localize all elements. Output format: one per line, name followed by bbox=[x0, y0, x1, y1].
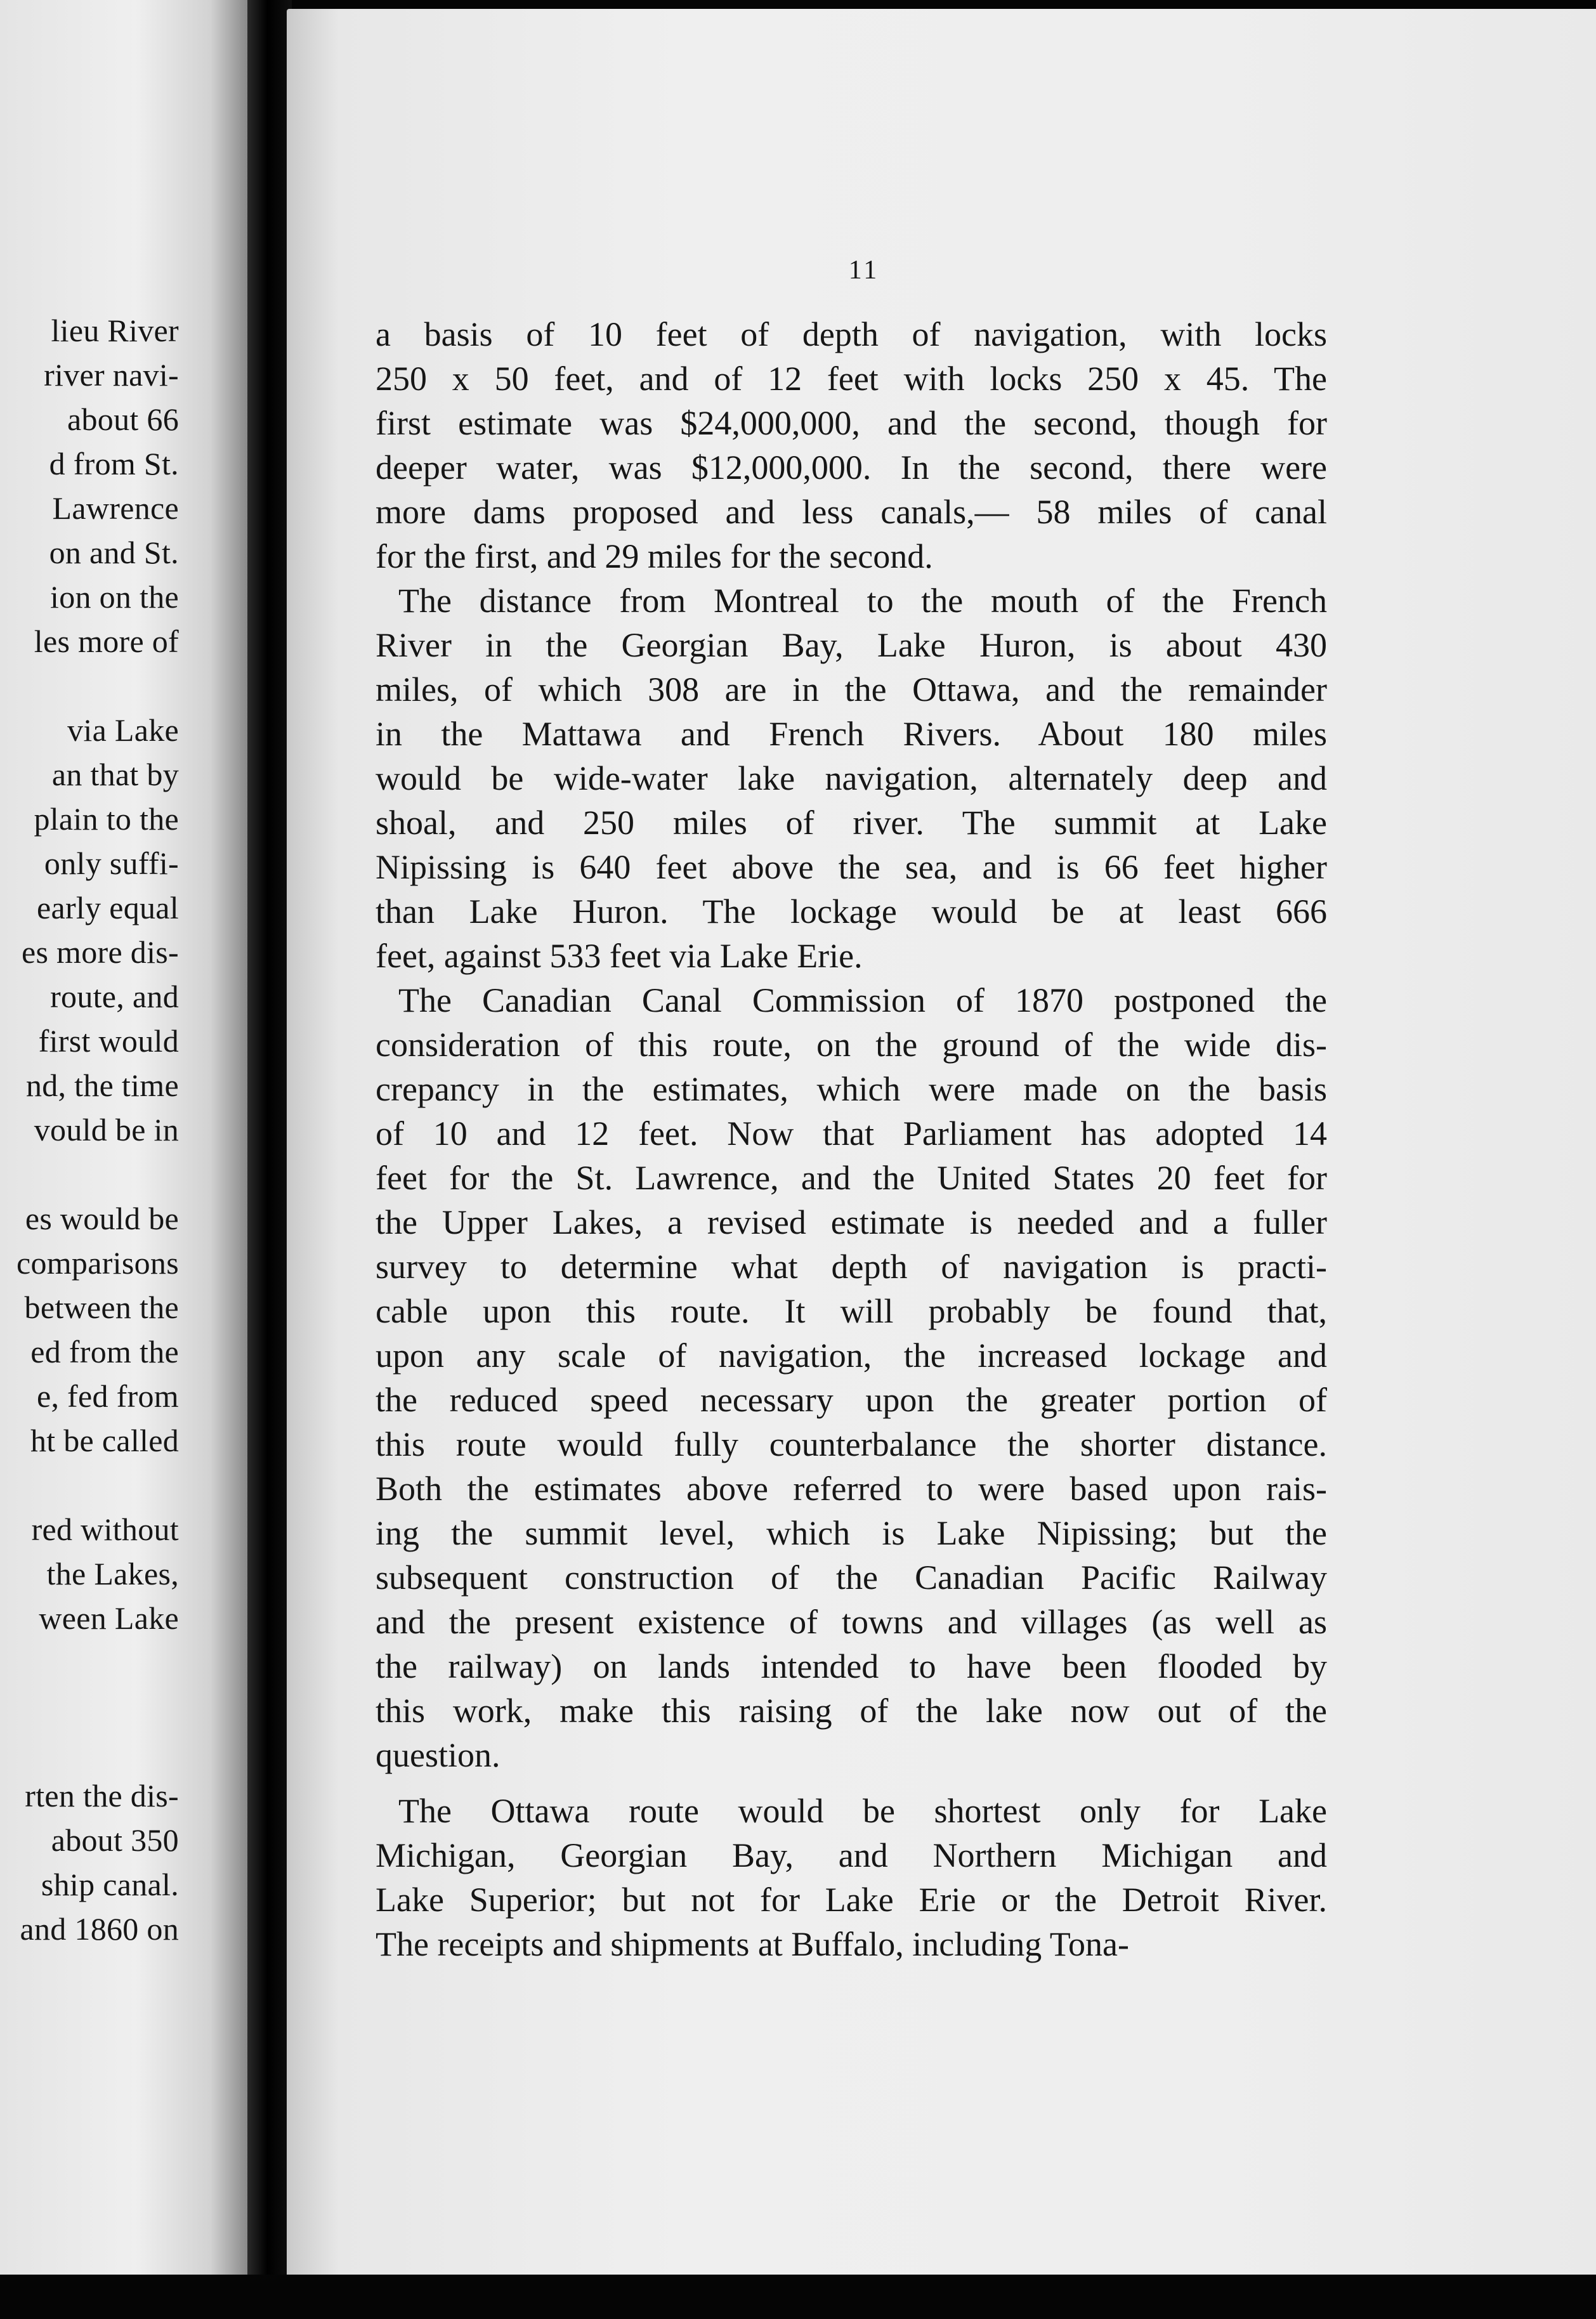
book-gutter bbox=[247, 0, 292, 2319]
text-line: and the present existence of towns and villages (as well as bbox=[376, 1603, 1327, 1641]
text-line: ing the summit level, which is Lake Nipissing; but the bbox=[376, 1514, 1327, 1552]
left-page-line bbox=[16, 1640, 179, 1685]
text-line: River in the Georgian Bay, Lake Huron, is about 430 bbox=[376, 626, 1327, 664]
left-page-line bbox=[16, 1463, 179, 1507]
left-page-line: first would bbox=[38, 1023, 179, 1059]
left-page-line bbox=[16, 1685, 179, 1729]
left-page-line: route, and bbox=[50, 979, 179, 1014]
text-line: subsequent construction of the Canadian Pacific Railway bbox=[376, 1558, 1327, 1597]
text-line: Both the estimates above referred to were based upon rais- bbox=[376, 1470, 1327, 1508]
left-page-line: river navi- bbox=[44, 357, 179, 393]
left-page-line: es more dis- bbox=[22, 934, 179, 970]
left-page-text bbox=[16, 308, 179, 1951]
left-page-line: ion on the bbox=[50, 579, 179, 615]
text-line: than Lake Huron. The lockage would be at least 666 bbox=[376, 892, 1327, 931]
left-page-line: about 66 bbox=[67, 402, 179, 437]
paragraph bbox=[376, 978, 1596, 1777]
text-line: this route would fully counterbalance the shorter distance. bbox=[376, 1425, 1327, 1463]
left-page-line: Lawrence bbox=[52, 490, 179, 526]
text-line: deeper water, was $12,000,000. In the second, there were bbox=[376, 448, 1327, 487]
text-line: upon any scale of navigation, the increased lockage and bbox=[376, 1336, 1327, 1375]
text-line: 250 x 50 feet, and of 12 feet with locks 250 x 45. The bbox=[376, 360, 1327, 398]
text-line: Michigan, Georgian Bay, and Northern Michigan and bbox=[376, 1836, 1327, 1874]
left-page-fragment bbox=[0, 0, 247, 2277]
left-page-line: the Lakes, bbox=[46, 1556, 179, 1591]
left-page-line: between the bbox=[24, 1290, 179, 1325]
left-page-line: early equal bbox=[36, 890, 179, 925]
left-page-line: les more of bbox=[34, 624, 179, 659]
left-page-line: ht be called bbox=[30, 1423, 179, 1458]
left-page-line: on and St. bbox=[49, 535, 179, 570]
left-page-line: e, fed from bbox=[36, 1378, 179, 1414]
text-line: feet, against 533 feet via Lake Erie. bbox=[376, 937, 863, 975]
left-page-line: ed from the bbox=[30, 1334, 179, 1369]
left-page-line: about 350 bbox=[51, 1822, 179, 1858]
left-page-line: comparisons bbox=[16, 1245, 179, 1281]
left-page-line bbox=[16, 663, 179, 708]
text-line: feet for the St. Lawrence, and the United States 20 feet for bbox=[376, 1159, 1327, 1197]
left-page-line: only suffi- bbox=[44, 846, 179, 881]
text-line: more dams proposed and less canals,— 58 miles of canal bbox=[376, 493, 1327, 531]
text-line: The distance from Montreal to the mouth of the French bbox=[398, 582, 1327, 620]
left-page-line: es would be bbox=[25, 1201, 179, 1236]
text-line: The Canadian Canal Commission of 1870 postponed the bbox=[398, 981, 1327, 1019]
left-page-line: ship canal. bbox=[41, 1867, 179, 1902]
text-line: crepancy in the estimates, which were made on the basis bbox=[376, 1070, 1327, 1108]
text-line: would be wide-water lake navigation, alternately deep and bbox=[376, 759, 1327, 797]
text-line: first estimate was $24,000,000, and the second, though for bbox=[376, 404, 1327, 442]
left-page-line: plain to the bbox=[34, 801, 179, 837]
left-page-line: rten the dis- bbox=[25, 1778, 179, 1813]
page-number: 11 bbox=[848, 256, 880, 285]
left-page-line: lieu River bbox=[51, 313, 179, 348]
left-page-line: vould be in bbox=[34, 1112, 179, 1147]
text-line: the railway) on lands intended to have been flooded by bbox=[376, 1647, 1327, 1685]
text-line: of 10 and 12 feet. Now that Parliament has adopted 14 bbox=[376, 1114, 1327, 1153]
left-page-line: an that by bbox=[51, 757, 179, 792]
scan-bottom-edge bbox=[0, 2275, 1596, 2319]
text-line: miles, of which 308 are in the Ottawa, and the remainder bbox=[376, 670, 1327, 709]
left-page-line: d from St. bbox=[49, 446, 179, 481]
left-page-line bbox=[16, 1729, 179, 1774]
text-line: Lake Superior; but not for Lake Erie or the Detroit River. bbox=[376, 1881, 1327, 1919]
text-line: shoal, and 250 miles of river. The summit at Lake bbox=[376, 804, 1327, 842]
text-line: the reduced speed necessary upon the greater portion of bbox=[376, 1381, 1327, 1419]
text-line: survey to determine what depth of navigation is practi- bbox=[376, 1248, 1327, 1286]
text-line: the Upper Lakes, a revised estimate is needed and a fuller bbox=[376, 1203, 1327, 1241]
left-page-line: nd, the time bbox=[25, 1068, 179, 1103]
text-line: The Ottawa route would be shortest only for Lake bbox=[398, 1792, 1327, 1830]
text-line: in the Mattawa and French Rivers. About 180 miles bbox=[376, 715, 1327, 753]
text-line: The receipts and shipments at Buffalo, including Tona- bbox=[376, 1925, 1129, 1963]
text-line: consideration of this route, on the ground of the wide dis- bbox=[376, 1026, 1327, 1064]
paragraph bbox=[376, 312, 1596, 578]
left-page-line: via Lake bbox=[67, 712, 179, 748]
text-line: Nipissing is 640 feet above the sea, and is 66 feet higher bbox=[376, 848, 1327, 886]
paragraph bbox=[376, 1789, 1596, 1966]
text-line: question. bbox=[376, 1736, 500, 1774]
paragraph bbox=[376, 578, 1596, 978]
text-line: cable upon this route. It will probably be found that, bbox=[376, 1292, 1327, 1330]
right-page bbox=[287, 9, 1596, 2280]
text-line: a basis of 10 feet of depth of navigation, with locks bbox=[376, 315, 1327, 353]
left-page-line: red without bbox=[31, 1512, 179, 1547]
text-line: for the first, and 29 miles for the second. bbox=[376, 537, 933, 575]
left-page-line bbox=[16, 1152, 179, 1196]
left-page-line: ween Lake bbox=[39, 1600, 179, 1636]
left-page-line: and 1860 on bbox=[20, 1911, 179, 1947]
text-line: this work, make this raising of the lake now out of the bbox=[376, 1692, 1327, 1730]
body-text bbox=[376, 312, 1596, 1966]
